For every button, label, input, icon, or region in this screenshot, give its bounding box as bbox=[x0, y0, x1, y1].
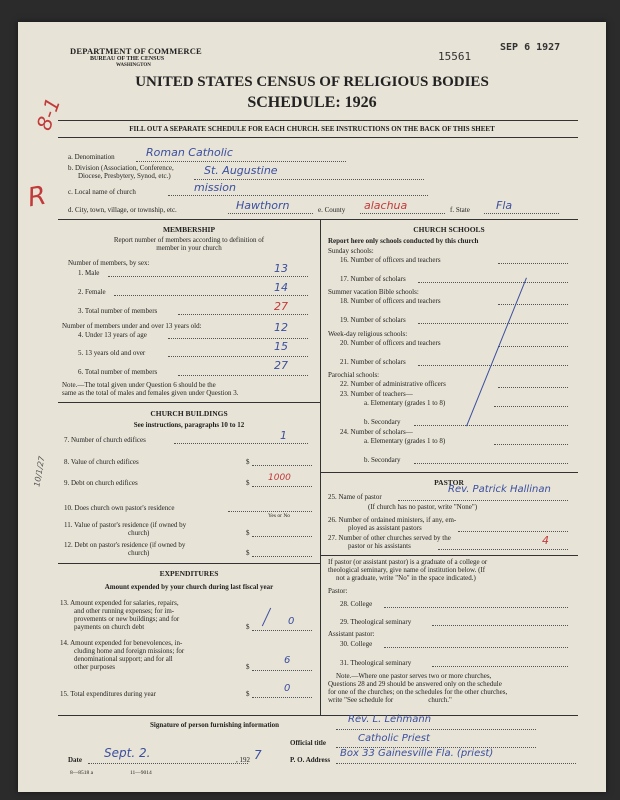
fill-line bbox=[418, 282, 568, 283]
q24a-label: a. Elementary (grades 1 to 8) bbox=[364, 437, 446, 445]
pastor-heading: PASTOR bbox=[434, 478, 464, 487]
po-address-value: Box 33 Gainesville Fla. (priest) bbox=[340, 748, 494, 759]
q3-value: 27 bbox=[274, 300, 288, 313]
rule bbox=[58, 219, 578, 220]
q10-label: 10. Does church own pastor's residence bbox=[64, 504, 175, 512]
year-label: , 192 bbox=[236, 756, 250, 764]
po-address-label: P. O. Address bbox=[290, 756, 331, 764]
fill-line bbox=[194, 179, 424, 180]
division-label: b. Division (Association, Conference, bbox=[68, 164, 174, 172]
fill-line bbox=[498, 387, 568, 388]
date-value: Sept. 2. bbox=[104, 746, 151, 760]
rule bbox=[320, 472, 578, 473]
local-name-label: c. Local name of church bbox=[68, 188, 136, 196]
q7-label: 7. Number of church edifices bbox=[64, 436, 146, 444]
city-value: Hawthorn bbox=[236, 199, 290, 212]
denomination-label: a. Denomination bbox=[68, 153, 115, 161]
fill-line bbox=[336, 763, 576, 764]
fill-line bbox=[414, 425, 568, 426]
fill-line bbox=[438, 549, 568, 550]
state-label: f. State bbox=[450, 206, 470, 214]
division-label-2: Diocese, Presbytery, Synod, etc.) bbox=[78, 172, 171, 180]
fill-line bbox=[494, 406, 568, 407]
membership-note: Note.—The total given under Question 6 should be the bbox=[62, 381, 216, 389]
yes-no-hint: Yes or No bbox=[268, 513, 291, 519]
q14-label: 14. Amount expended for benevolences, in- bbox=[60, 639, 183, 647]
rule bbox=[320, 555, 578, 556]
q9-dollar: $ bbox=[246, 479, 250, 487]
q1-label: 1. Male bbox=[78, 269, 100, 277]
pen-stroke bbox=[262, 608, 271, 627]
q14-label-2: cluding home and foreign missions; for bbox=[74, 647, 185, 655]
sunday-label: Sunday schools: bbox=[328, 247, 374, 255]
bureau-city: WASHINGTON bbox=[116, 63, 151, 68]
division-value: St. Augustine bbox=[204, 164, 278, 177]
q25-value: Rev. Patrick Hallinan bbox=[448, 484, 551, 495]
q14-dollar: $ bbox=[246, 663, 250, 671]
bureau-name: BUREAU OF THE CENSUS bbox=[90, 56, 165, 62]
official-title-value: Catholic Priest bbox=[358, 733, 430, 744]
q13-label-4: payments on church debt bbox=[74, 623, 145, 631]
q8-dollar: $ bbox=[246, 458, 250, 466]
q20-label: 20. Number of officers and teachers bbox=[340, 339, 441, 347]
date-label: Date bbox=[68, 756, 82, 764]
q27-value: 4 bbox=[542, 534, 549, 547]
q23a-label: a. Elementary (grades 1 to 8) bbox=[364, 399, 446, 407]
cross-out-stroke bbox=[466, 278, 527, 427]
fill-line bbox=[168, 195, 428, 196]
q12-label: 12. Debt on pastor's residence (if owned by bbox=[64, 541, 186, 549]
q6-label: 6. Total number of members bbox=[78, 368, 158, 376]
q29-label: 29. Theological seminary bbox=[340, 618, 412, 626]
fill-line bbox=[498, 304, 568, 305]
stamp-date: SEP 6 1927 bbox=[500, 42, 561, 53]
q4-label: 4. Under 13 years of age bbox=[78, 331, 147, 339]
denomination-value: Roman Catholic bbox=[146, 146, 233, 159]
margin-date-note: 10/1/27 bbox=[32, 455, 47, 488]
graduate-note-2: theological seminary, give name of institution below. (If bbox=[328, 566, 486, 574]
fill-line bbox=[384, 607, 568, 608]
q12-dollar: $ bbox=[246, 549, 250, 557]
signature-label: Signature of person furnishing information bbox=[150, 721, 279, 729]
expenditures-heading: EXPENDITURES bbox=[159, 569, 219, 578]
official-title-label: Official title bbox=[290, 739, 326, 747]
rule bbox=[58, 120, 578, 121]
q6-value: 27 bbox=[274, 359, 288, 372]
fill-line bbox=[88, 763, 248, 764]
form-title: UNITED STATES CENSUS OF RELIGIOUS BODIES bbox=[135, 74, 489, 90]
q23b-label: b. Secondary bbox=[364, 418, 401, 426]
fill-line bbox=[178, 375, 308, 376]
q19-label: 19. Number of scholars bbox=[340, 316, 406, 324]
q14-label-3: denominational support; and for all bbox=[74, 655, 173, 663]
q14-label-4: other purposes bbox=[74, 663, 116, 671]
q11-label-2: church) bbox=[128, 529, 150, 537]
schedule-title: SCHEDULE: 1926 bbox=[247, 94, 377, 111]
summer-label: Summer vacation Bible schools: bbox=[328, 288, 419, 296]
q13-dollar: $ bbox=[246, 623, 250, 631]
expenditures-sub: Amount expended by your church during last fiscal year bbox=[104, 583, 274, 591]
fill-line bbox=[432, 666, 568, 667]
q27-label: 27. Number of other churches served by the bbox=[328, 534, 451, 542]
q25-label: 25. Name of pastor bbox=[328, 493, 382, 501]
graduate-note-3: not a graduate, write "No" in the space indicated.) bbox=[336, 574, 476, 582]
fill-line bbox=[252, 486, 312, 487]
fill-line bbox=[360, 213, 445, 214]
membership-note-2: same as the total of males and females given under Question 3. bbox=[62, 389, 239, 397]
county-value: alachua bbox=[364, 199, 408, 212]
q7-value: 1 bbox=[280, 429, 287, 442]
fill-line bbox=[252, 465, 312, 466]
fill-line bbox=[498, 346, 568, 347]
stamp-number: 15561 bbox=[438, 50, 472, 63]
fill-line bbox=[252, 630, 312, 631]
q15-label: 15. Total expenditures during year bbox=[60, 690, 156, 698]
pastor-note: Note.—Where one pastor serves two or more churches, bbox=[336, 672, 492, 680]
q13-label-2: and other running expenses; for im- bbox=[74, 607, 175, 615]
q1-value: 13 bbox=[274, 262, 288, 275]
rule bbox=[58, 715, 578, 716]
q9-value: 1000 bbox=[268, 473, 291, 483]
schools-heading: CHURCH SCHOOLS bbox=[413, 225, 485, 234]
q21-label: 21. Number of scholars bbox=[340, 358, 406, 366]
fill-line bbox=[398, 500, 568, 501]
fill-line bbox=[498, 263, 568, 264]
q30-label: 30. College bbox=[340, 640, 373, 648]
parochial-label: Parochial schools: bbox=[328, 371, 380, 379]
rule bbox=[58, 563, 320, 564]
q14-value: 6 bbox=[284, 655, 291, 666]
q26-label-2: ployed as assistant pastors bbox=[348, 524, 422, 532]
fill-line bbox=[418, 365, 568, 366]
q4-value: 12 bbox=[274, 321, 288, 334]
q13-value: 0 bbox=[288, 616, 295, 627]
fill-line bbox=[336, 729, 536, 730]
q15-dollar: $ bbox=[246, 690, 250, 698]
q3-label: 3. Total number of members bbox=[78, 307, 158, 315]
fill-line bbox=[458, 531, 568, 532]
county-label: e. County bbox=[318, 206, 346, 214]
q13-label-3: provements or new buildings; and for bbox=[74, 615, 180, 623]
q5-value: 15 bbox=[274, 340, 288, 353]
q25-note: (If church has no pastor, write "None") bbox=[368, 503, 478, 511]
q26-label: 26. Number of ordained ministers, if any, em- bbox=[328, 516, 457, 524]
buildings-sub: See instructions, paragraphs 10 to 12 bbox=[133, 421, 245, 429]
weekday-label: Week-day religious schools: bbox=[328, 330, 408, 338]
q23-label: 23. Number of teachers— bbox=[340, 390, 413, 398]
membership-intro: Report number of members according to definition of bbox=[113, 236, 265, 244]
form-number: 8—8518 a bbox=[70, 770, 94, 776]
department-name: DEPARTMENT OF COMMERCE bbox=[70, 46, 202, 56]
fill-line bbox=[168, 338, 308, 339]
membership-intro-2: member in your church bbox=[156, 244, 222, 252]
fill-line bbox=[384, 647, 568, 648]
q31-label: 31. Theological seminary bbox=[340, 659, 412, 667]
membership-heading: MEMBERSHIP bbox=[162, 225, 216, 234]
age-intro: Number of members under and over 13 years old: bbox=[62, 322, 202, 330]
fill-line bbox=[228, 213, 313, 214]
q15-value: 0 bbox=[284, 683, 291, 694]
q22-label: 22. Number of administrative officers bbox=[340, 380, 446, 388]
q8-label: 8. Value of church edifices bbox=[64, 458, 139, 466]
fill-line bbox=[228, 511, 312, 512]
pastor-note-3: for one of the churches; on the schedules for the other churches, bbox=[328, 688, 508, 696]
buildings-heading: CHURCH BUILDINGS bbox=[150, 409, 228, 418]
pastor-subhead: Pastor: bbox=[328, 587, 348, 595]
instruction-line: FILL OUT A SEPARATE SCHEDULE FOR EACH CHURCH. SEE INSTRUCTIONS ON THE BACK OF THIS SHEET bbox=[129, 125, 495, 133]
q12-label-2: church) bbox=[128, 549, 150, 557]
q13-label: 13. Amount expended for salaries, repairs, bbox=[60, 599, 179, 607]
local-name-value: mission bbox=[194, 181, 236, 194]
fill-line bbox=[108, 276, 308, 277]
fill-line bbox=[252, 697, 312, 698]
fill-line bbox=[494, 444, 568, 445]
fill-line bbox=[114, 295, 308, 296]
rule bbox=[58, 137, 578, 138]
column-divider bbox=[320, 219, 321, 715]
q17-label: 17. Number of scholars bbox=[340, 275, 406, 283]
q18-label: 18. Number of officers and teachers bbox=[340, 297, 441, 305]
signature-value: Rev. L. Lehmann bbox=[348, 714, 432, 725]
q9-label: 9. Debt on church edifices bbox=[64, 479, 138, 487]
graduate-note: If pastor (or assistant pastor) is a graduate of a college or bbox=[328, 558, 488, 566]
q24b-label: b. Secondary bbox=[364, 456, 401, 464]
assistant-subhead: Assistant pastor: bbox=[328, 630, 375, 638]
schools-intro: Report here only schools conducted by this church bbox=[328, 237, 479, 245]
fill-line bbox=[168, 356, 308, 357]
fill-line bbox=[174, 443, 308, 444]
q2-label: 2. Female bbox=[78, 288, 106, 296]
pastor-note-4: write "See schedule for church." bbox=[328, 696, 452, 704]
city-label: d. City, town, village, or township, etc. bbox=[68, 206, 177, 214]
q11-label: 11. Value of pastor's residence (if owned by bbox=[64, 521, 187, 529]
q2-value: 14 bbox=[274, 281, 288, 294]
print-number: 11—9014 bbox=[130, 770, 152, 776]
q16-label: 16. Number of officers and teachers bbox=[340, 256, 441, 264]
fill-line bbox=[252, 670, 312, 671]
by-sex-label: Number of members, by sex: bbox=[68, 259, 150, 267]
q28-label: 28. College bbox=[340, 600, 373, 608]
rule bbox=[58, 402, 320, 403]
q5-label: 5. 13 years old and over bbox=[78, 349, 146, 357]
fill-line bbox=[252, 536, 312, 537]
fill-line bbox=[136, 161, 346, 162]
q11-dollar: $ bbox=[246, 529, 250, 537]
fill-line bbox=[418, 323, 568, 324]
q27-label-2: pastor or his assistants bbox=[348, 542, 411, 550]
year-value: 7 bbox=[254, 748, 262, 762]
fill-line bbox=[252, 556, 312, 557]
fill-line bbox=[414, 463, 568, 464]
q24-label: 24. Number of scholars— bbox=[340, 428, 413, 436]
fill-line bbox=[178, 314, 308, 315]
margin-mark-r: R bbox=[25, 180, 49, 214]
pastor-note-2: Questions 28 and 29 should be answered only on the schedule bbox=[328, 680, 502, 688]
state-value: Fla bbox=[496, 199, 513, 212]
census-schedule-sheet bbox=[18, 22, 606, 792]
margin-mark: 8-1 bbox=[31, 94, 66, 134]
fill-line bbox=[432, 625, 568, 626]
fill-line bbox=[484, 213, 559, 214]
